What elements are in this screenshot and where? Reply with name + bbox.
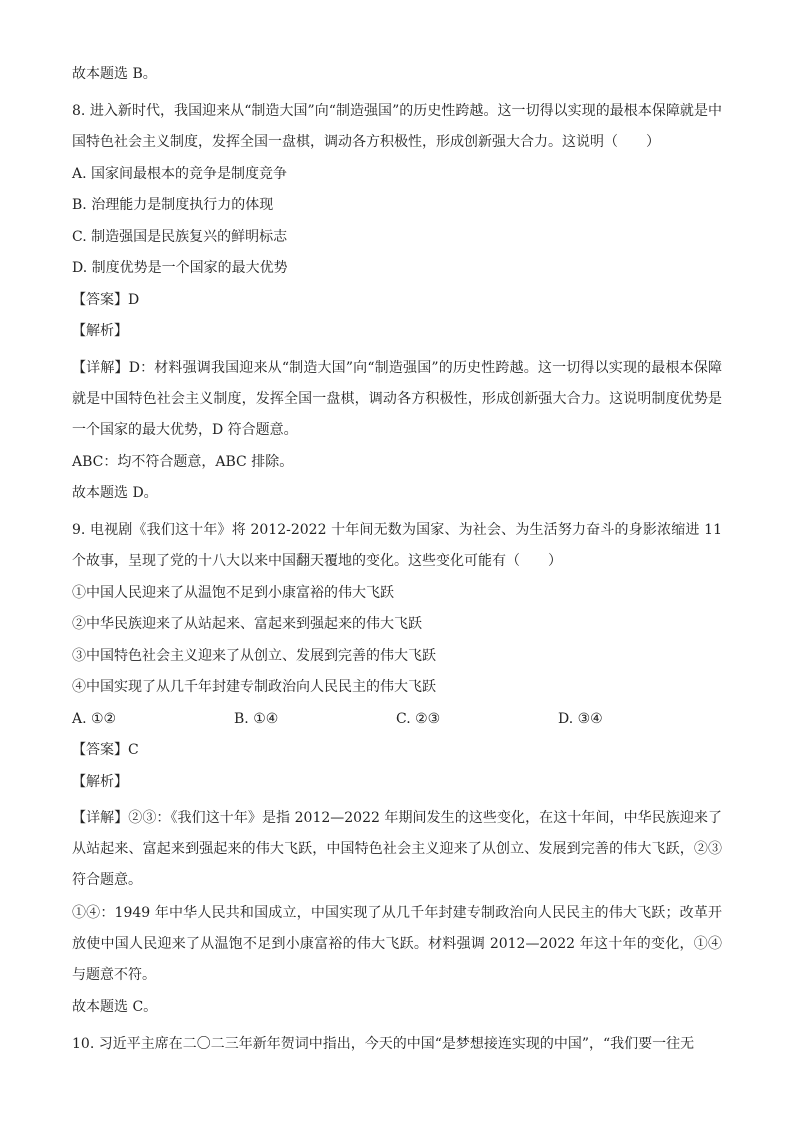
- question-10-stem: 10. 习近平主席在二〇二三年新年贺词中指出，今天的中国“是梦想接连实现的中国”，“我们要一往无: [72, 1035, 695, 1052]
- q9-option-a: A. ①②: [72, 710, 117, 727]
- q9-option-c: C. ②③: [396, 710, 441, 727]
- q8-option-b: B. 治理能力是制度执行力的体现: [72, 197, 274, 213]
- answer-conclusion-q7: 故本题选 B。: [72, 66, 157, 82]
- q8-answer: 【答案】D: [72, 291, 140, 308]
- q9-statement-3: ③中国特色社会主义迎来了从创立、发展到完善的伟大飞跃: [72, 647, 436, 664]
- q8-abc-note: ABC：均不符合题意，ABC 排除。: [72, 453, 294, 470]
- q8-option-c: C. 制造强国是民族复兴的鲜明标志: [72, 228, 288, 245]
- question-8-stem: 8. 进入新时代，我国迎来从“制造大国”向“制造强国”的历史性跨越。这一切得以实现的最根本保障就是中国特色社会主义制度，发挥全国一盘棋，调动各方积极性，形成创新强大合力。这说明（ ）: [72, 102, 722, 150]
- q9-statement-2: ②中华民族迎来了从站起来、富起来到强起来的伟大飞跃: [72, 616, 422, 632]
- q9-answer: 【答案】C: [72, 742, 139, 758]
- document-page: [72, 64, 722, 1060]
- q9-statement-1: ①中国人民迎来了从温饱不足到小康富裕的伟大飞跃: [72, 584, 394, 601]
- q9-detail: 【详解】②③：《我们这十年》是指 2012—2022 年期间发生的这些变化，在这十年间，中华民族迎来了从站起来、富起来到强起来的伟大飞跃，中国特色社会主义迎来了从创立、发展到完善的伟大飞跃，②③符合题意。: [72, 810, 722, 888]
- q8-option-d: D. 制度优势是一个国家的最大优势: [72, 260, 288, 276]
- q9-analysis-label: 【解析】: [72, 773, 128, 790]
- q9-statement-4: ④中国实现了从几千年封建专制政治向人民民主的伟大飞跃: [72, 679, 436, 695]
- q9-conclusion: 故本题选 C。: [72, 999, 158, 1015]
- q8-analysis-label: 【解析】: [72, 323, 128, 339]
- q9-option-b: B. ①④: [234, 710, 279, 727]
- question-9-stem: 9. 电视剧《我们这十年》将 2012-2022 十年间无数为国家、为社会、为生活努力奋斗的身影浓缩进 11 个故事，呈现了党的十八大以来中国翻天覆地的变化。这些变化可能有（ ）: [72, 521, 722, 569]
- q8-conclusion: 故本题选 D。: [72, 485, 158, 501]
- q8-detail: 【详解】D：材料强调我国迎来从“制造大国”向“制造强国”的历史性跨越。这一切得以实现的最根本保障就是中国特色社会主义制度，发挥全国一盘棋，调动各方积极性，形成创新强大合力。这说明制度优势是一个国家的最大优势，D 符合题意。: [72, 359, 722, 438]
- q9-options: [72, 709, 722, 729]
- q9-option-d: D. ③④: [558, 710, 603, 727]
- q8-option-a: A. 国家间最根本的竞争是制度竞争: [72, 165, 288, 182]
- q9-other-note: ①④：1949 年中华人民共和国成立，中国实现了从几千年封建专制政治向人民民主的伟大飞跃；改革开放使中国人民迎来了从温饱不足到小康富裕的伟大飞跃。材料强调 2012—2022 年这十年的变化，①④与题意不符。: [72, 905, 722, 983]
